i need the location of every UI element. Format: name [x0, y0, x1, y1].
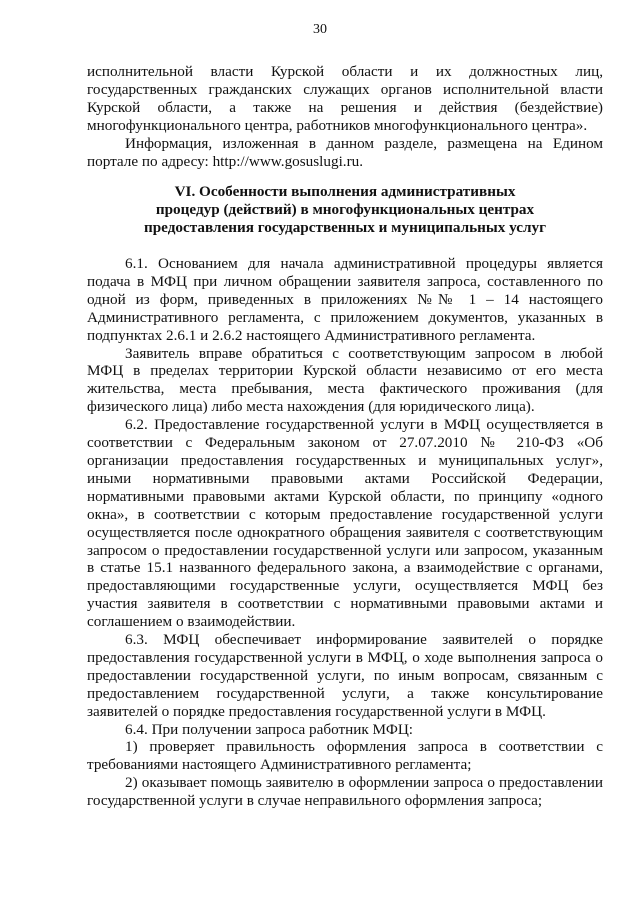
- section-body: [87, 255, 603, 810]
- section-heading-line: процедур (действий) в многофункциональных центрах: [155, 200, 535, 218]
- intro-block: [87, 63, 603, 170]
- paragraph-6-3: 6.3. МФЦ обеспечивает информирование заявителей о порядке предоставления государственной услуги в МФЦ, о ходе выполнения запроса о предоставлении государственной услуги, по иным вопросам, связанным с предоставлением государственной услуги, а также консультирование заявителей о порядке предоставления государственной услуги в МФЦ.: [87, 631, 603, 720]
- paragraph-6-2: 6.2. Предоставление государственной услуги в МФЦ осуществляется в соответствии с Федеральным законом от 27.07.2010 № 210-ФЗ «Об организации предоставления государственных и муниципальных услуг», иными нормативными правовыми актами Российской Федерации, нормативными правовыми актами Курской области, по принципу «одного окна», в соответствии с которым предоставление государственной услуги осуществляется после однократного обращения заявителя с соответствующим запросом о предоставлении государственной услуги или запросом, указанным в статье 15.1 названного федерального закона, а взаимодействие с органами, предоставляющими государственные услуги, осуществляется МФЦ без участия заявителя в соответствии с нормативными правовыми актами и соглашением о взаимодействии.: [87, 416, 603, 631]
- section-heading-line: VI. Особенности выполнения административных: [174, 183, 516, 200]
- section-heading-line: предоставления государственных и муниципальных услуг: [143, 218, 547, 236]
- page-number: 30: [313, 22, 327, 37]
- intro-paragraph-info: Информация, изложенная в данном разделе, размещена на Едином портале по адресу: http://www.gosuslugi.ru.: [87, 134, 603, 170]
- list-item-1: 1) проверяет правильность оформления запроса в соответствии с требованиями настоящего Административного регламента;: [87, 738, 603, 774]
- paragraph-6-1: 6.1. Основанием для начала административной процедуры является подача в МФЦ при личном обращении заявителя запроса, составленного по одной из форм, приведенных в приложениях №№ 1 – 14 настоящего Административного регламента, с приложением документов, указанных в подпунктах 2.6.1 и 2.6.2 настоящего Административного регламента.: [87, 255, 603, 344]
- paragraph-6-4: 6.4. При получении запроса работник МФЦ:: [125, 720, 414, 738]
- list-item-2: 2) оказывает помощь заявителю в оформлении запроса о предоставлении государственной услуги в случае неправильного оформления запроса;: [87, 774, 603, 810]
- paragraph-applicant-right: Заявитель вправе обратиться с соответствующим запросом в любой МФЦ в пределах территории Курской области независимо от его места жительства, места пребывания, места фактического проживания (для физического лица) либо места нахождения (для юридического лица).: [87, 344, 603, 416]
- intro-paragraph-continued: исполнительной власти Курской области и их должностных лиц, государственных гражданских служащих органов исполнительной власти Курской области, а также на решения и действия (бездействие) многофункционального центра, работников многофункционального центра».: [87, 63, 603, 134]
- section-heading: [87, 183, 603, 237]
